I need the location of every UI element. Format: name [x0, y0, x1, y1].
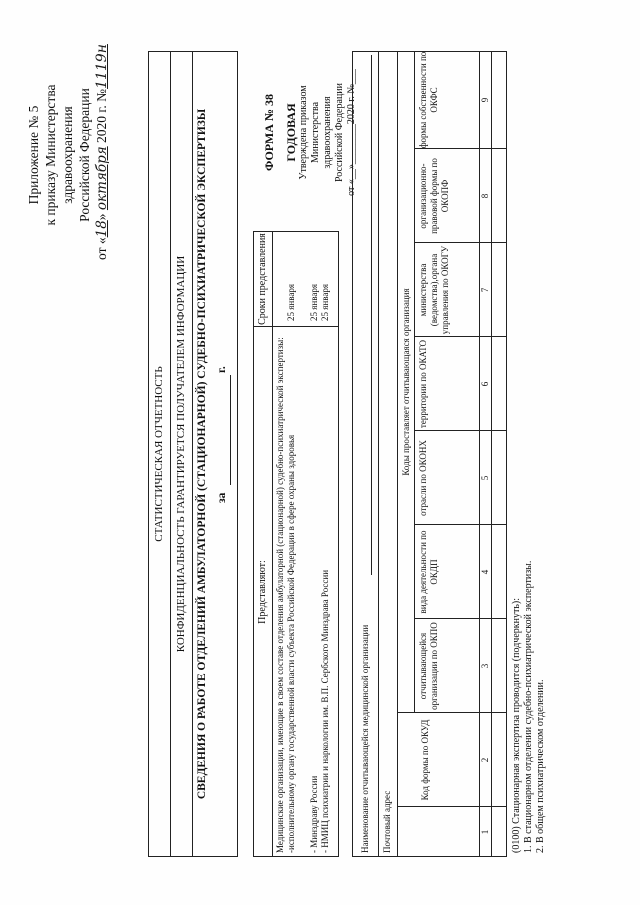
- num-5: 5: [480, 475, 490, 481]
- postal-address-label: Почтовый адрес: [382, 790, 392, 853]
- org-name-label: Наименование отчитывающейся медицинской организации: [360, 624, 370, 853]
- col-head-okogu: министерства (ведомства),органа управления по ОКОГУ: [418, 245, 450, 335]
- date-month: октября: [94, 146, 110, 211]
- codes-numbers-bottom: [491, 51, 492, 857]
- confidentiality-heading: КОНФИДЕНЦИАЛЬНОСТЬ ГАРАНТИРУЕТСЯ ПОЛУЧАТЕЛЕМ ИНФОРМАЦИИ: [175, 255, 187, 653]
- date-year: 2020 г. №: [94, 88, 109, 147]
- col-head-okonh: отрасли по ОКОНХ: [418, 440, 428, 516]
- codes-divider-2: [397, 51, 398, 857]
- codes-subheader-divider: [414, 51, 415, 713]
- num-7: 7: [480, 287, 490, 293]
- num-4: 4: [480, 569, 490, 575]
- submitters-row-2-deadline: 25 января: [309, 284, 319, 321]
- col-head-okopf: организационно-правовой формы по ОКОПФ: [418, 158, 450, 234]
- col-head-okfs: формы собственности по ОКФС: [418, 51, 439, 149]
- form-periodicity: ГОДОВАЯ: [284, 103, 298, 162]
- approved-line-2: Министерства: [310, 101, 321, 164]
- period-prefix: за: [216, 492, 228, 503]
- approved-line-3: здравоохранения: [322, 96, 333, 169]
- num-6: 6: [480, 381, 490, 387]
- num-2: 2: [480, 757, 490, 763]
- col-head-okdp: вида деятельности по ОКДП: [418, 530, 439, 614]
- submitters-row-1: Медицинские организации, имеющие в своем составе отделения амбулаторной (стационарной) судебно-психиатрической экспертизы: -исполнительному органу государственной власти субъекта Российской Федерации в сфере охраны здоровья: [275, 337, 296, 853]
- appendix-date-line: [93, 44, 111, 260]
- approved-date: от «__»________2020 г. №___: [346, 69, 357, 196]
- codes-header: Коды проставляет отчитывающаяся организация: [401, 288, 411, 476]
- num-8: 8: [480, 193, 490, 199]
- footer-item-2: 2. В общем психиатрическом отделении.: [535, 679, 546, 853]
- order-number: 1119н: [94, 44, 110, 89]
- date-day: 18: [94, 220, 110, 238]
- col-head-okato: территории по ОКАТО: [418, 339, 428, 429]
- report-title: СВЕДЕНИЯ О РАБОТЕ ОТДЕЛЕНИЙ АМБУЛАТОРНОЙ (СТАЦИОНАРНОЙ) СУДЕБНО-ПСИХИАТРИЧЕСКОЙ ЭКСПЕРТИЗЫ: [196, 108, 208, 800]
- footer-item-1: 1. В стационарном отделении судебно-психиатрической экспертизы.: [523, 560, 534, 853]
- appendix-line-2: к приказу Министерства: [43, 84, 58, 226]
- num-3: 3: [480, 663, 490, 669]
- submitters-col-deadline: Сроки представления: [257, 233, 268, 325]
- num-9: 9: [480, 97, 490, 103]
- appendix-line-3: здравоохранения: [60, 106, 75, 204]
- appendix-line-1: Приложение № 5: [26, 105, 41, 205]
- appendix-line-4: Российской Федерации: [77, 88, 92, 222]
- approved-line-1: Утверждена приказом: [298, 85, 309, 180]
- period-blank: [230, 375, 231, 485]
- date-mid: »: [94, 210, 109, 221]
- submitters-header-divider: [272, 231, 273, 857]
- col-head-okpo: отчитывающейся организации по ОКПО: [418, 622, 439, 710]
- submitters-row-3: - НМИЦ психиатрии и наркологии им. В.П. Сербского Минздрава России: [320, 569, 330, 853]
- footer-section: (0100) Стационарная экспертиза проводится (подчеркнуть):: [511, 597, 522, 853]
- submitters-row-2: - Минздраву России: [309, 775, 319, 853]
- org-name-blank: [371, 55, 372, 575]
- codes-divider-1: [378, 51, 379, 857]
- col-head-okud: Код формы по ОКУД: [420, 719, 430, 801]
- form-number: ФОРМА № 38: [262, 94, 276, 171]
- date-prefix: от «: [94, 237, 109, 260]
- title-divider-1: [170, 51, 171, 857]
- approved-line-4: Российской Федерации: [334, 83, 345, 183]
- period-suffix: г.: [216, 366, 228, 373]
- appendix-block: [25, 44, 111, 260]
- submitters-row-3-deadline: 25 января: [320, 284, 330, 321]
- submitters-col-who: Представляют:: [257, 560, 268, 624]
- title-divider-2: [192, 51, 193, 857]
- statistical-heading: СТАТИСТИЧЕСКАЯ ОТЧЕТНОСТЬ: [153, 366, 165, 542]
- num-1: 1: [480, 829, 490, 835]
- submitters-row-1-deadline: 25 января: [286, 284, 296, 321]
